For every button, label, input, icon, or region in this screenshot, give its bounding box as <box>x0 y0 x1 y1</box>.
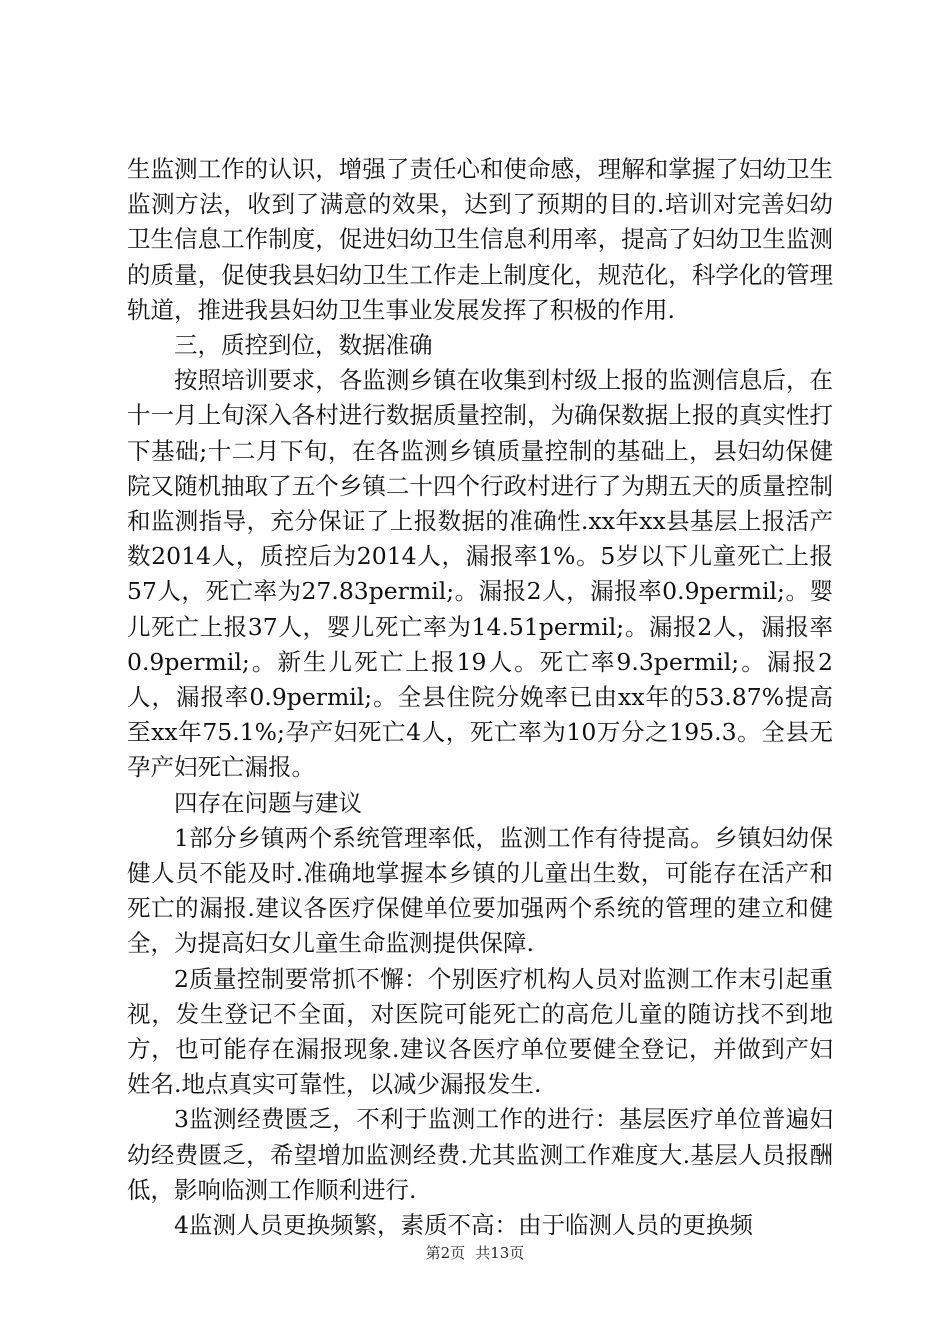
paragraph-quality-control: 按照培训要求，各监测乡镇在收集到村级上报的监测信息后，在十一月上旬深入各村进行数据质量控制，为确保数据上报的真实性打下基础;十二月下旬，在各监测乡镇质量控制的基础上，县妇幼保健院又随机抽取了五个乡镇二十四个行政村进行了为期五天的质量控制和监测指导，充分保证了上报数据的准确性.xx年xx县基层上报活产数2014人，质控后为2014人，漏报率1%。5岁以下儿童死亡上报57人，死亡率为27.83permil;。漏报2人，漏报率0.9permil;。婴儿死亡上报37人，婴儿死亡率为14.51permil;。漏报2人，漏报率0.9permil;。新生儿死亡上报19人。死亡率9.3permil;。漏报2人，漏报率0.9permil;。全县住院分娩率已由xx年的53.87%提高至xx年75.1%;孕产妇死亡4人，死亡率为10万分之195.3。全县无孕产妇死亡漏报。 <box>127 366 833 782</box>
section-heading-quality-control: 三，质控到位，数据准确 <box>174 331 433 360</box>
paragraph-problem-4: 4监测人员更换频繁，素质不高：由于临测人员的更换频 <box>174 1211 753 1240</box>
paragraph-training-results: 生监测工作的认识，增强了责任心和使命感，理解和掌握了妇幼卫生监测方法，收到了满意的效果，达到了预期的目的.培训对完善妇幼卫生信息工作制度，促进妇幼卫生信息利用率，提高了妇幼卫生监测的质量，促使我县妇幼卫生工作走上制度化，规范化，科学化的管理轨道，推进我县妇幼卫生事业发展发挥了积极的作用. <box>127 155 833 324</box>
paragraph-problem-2: 2质量控制要常抓不懈：个别医疗机构人员对监测工作末引起重视，发生登记不全面，对医院可能死亡的高危儿童的随访找不到地方，也可能存在漏报现象.建议各医疗单位要健全登记，并做到产妇姓名.地点真实可靠性，以减少漏报发生. <box>127 964 833 1099</box>
paragraph-problem-3: 3监测经费匮乏，不利于监测工作的进行：基层医疗单位普遍妇幼经费匮乏，希望增加监测经费.尤其监测工作难度大.基层人员报酬低，影响临测工作顺利进行. <box>127 1105 833 1204</box>
page-total: 共13页 <box>475 1244 525 1262</box>
paragraph-problem-1: 1部分乡镇两个系统管理率低，监测工作有待提高。乡镇妇幼保健人员不能及时.准确地掌握本乡镇的儿童出生数，可能存在活产和死亡的漏报.建议各医疗保健单位要加强两个系统的管理的建立和健全，为提高妇女儿童生命监测提供保障. <box>127 823 833 958</box>
page-footer <box>0 1243 950 1263</box>
page-number: 第2页 <box>425 1244 466 1262</box>
document-body <box>127 152 833 1243</box>
section-heading-problems: 四存在问题与建议 <box>174 788 362 817</box>
